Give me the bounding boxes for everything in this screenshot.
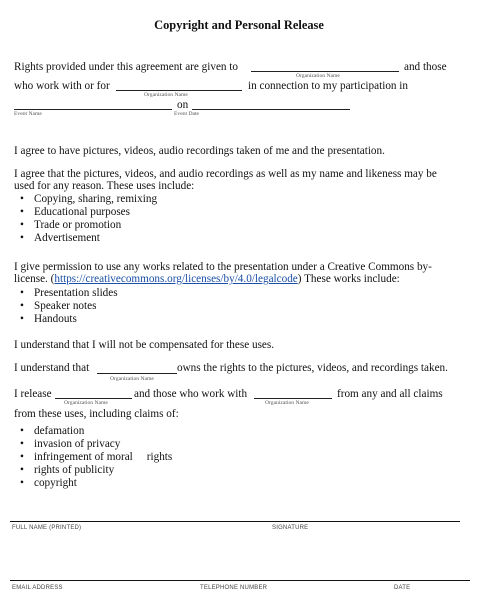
list-item: • defamation <box>0 425 172 438</box>
cc-license-link[interactable]: https://creativecommons.org/licenses/by/4.0/legalcode <box>54 273 298 285</box>
agree-uses-line2: used for any reason. These uses include: <box>14 180 195 192</box>
rights-line1-text: Rights provided under this agreement are given to <box>14 61 239 73</box>
org-name-field-2[interactable] <box>116 90 242 91</box>
list-item: • Handouts <box>0 313 118 326</box>
event-name-field[interactable] <box>14 109 172 110</box>
cc-line2 <box>14 273 400 286</box>
release-mid: and those who work with <box>134 388 248 400</box>
owns-pre: I understand that <box>14 362 90 374</box>
rights-line2-text: who work with or for <box>14 80 110 92</box>
rights-line2-end: in connection to my participation in <box>248 80 409 92</box>
org-name-label-2: Organization Name <box>144 92 188 98</box>
full-name-label: FULL NAME (PRINTED) <box>12 525 82 531</box>
owns-org-label: Organization Name <box>110 376 154 382</box>
cc-line1: I give permission to use any works related to the presentation under a Creative Commons by- <box>14 261 432 273</box>
org-name-label-1: Organization Name <box>296 73 340 79</box>
event-date-field[interactable] <box>192 109 350 110</box>
event-date-label: Event Date <box>174 111 200 117</box>
release-org-field-1[interactable] <box>55 398 132 399</box>
signature-label: SIGNATURE <box>272 525 309 531</box>
list-item: • infringement of moral rights <box>0 451 172 464</box>
release-post: from any and all claims <box>337 388 443 400</box>
list-item: • Advertisement <box>0 232 157 245</box>
list-item: • Trade or promotion <box>0 219 157 232</box>
list-item: • Speaker notes <box>0 300 118 313</box>
list-item: • Presentation slides <box>0 287 118 300</box>
uses-list <box>0 193 157 245</box>
list-item: • copyright <box>0 477 172 490</box>
owns-org-field[interactable] <box>97 373 177 374</box>
list-item: • invasion of privacy <box>0 438 172 451</box>
release-pre: I release <box>14 388 52 400</box>
list-item: • Educational purposes <box>0 206 157 219</box>
rights-on-word: on <box>177 99 189 111</box>
date-label: DATE <box>394 585 411 591</box>
cc-line2-post: ) These works include: <box>297 273 400 285</box>
cc-works-list <box>0 287 118 326</box>
release-org-label-1: Organization Name <box>64 400 108 406</box>
claims-list <box>0 425 172 490</box>
list-item: • Copying, sharing, remixing <box>0 193 157 206</box>
page-title: Copyright and Personal Release <box>154 18 324 32</box>
release-org-field-2[interactable] <box>254 398 332 399</box>
rights-line1-end: and those <box>404 61 447 73</box>
agree-uses-line1: I agree that the pictures, videos, and audio recordings as well as my name and likeness may be <box>14 168 437 180</box>
contact-line[interactable] <box>10 580 470 581</box>
email-label: EMAIL ADDRESS <box>12 585 63 591</box>
owns-post: owns the rights to the pictures, videos, and recordings taken. <box>177 362 448 374</box>
org-name-field-1[interactable] <box>251 71 399 72</box>
agree-media-text: I agree to have pictures, videos, audio recordings taken of me and the presentation. <box>14 145 385 157</box>
no-compensation-text: I understand that I will not be compensated for these uses. <box>14 339 275 351</box>
release-org-label-2: Organization Name <box>265 400 309 406</box>
cc-line2-pre: license. ( <box>14 273 55 285</box>
telephone-label: TELEPHONE NUMBER <box>200 585 268 591</box>
release-line2: from these uses, including claims of: <box>14 408 179 420</box>
event-name-label: Event Name <box>14 111 42 117</box>
full-name-signature-line[interactable] <box>10 521 460 522</box>
list-item: • rights of publicity <box>0 464 172 477</box>
